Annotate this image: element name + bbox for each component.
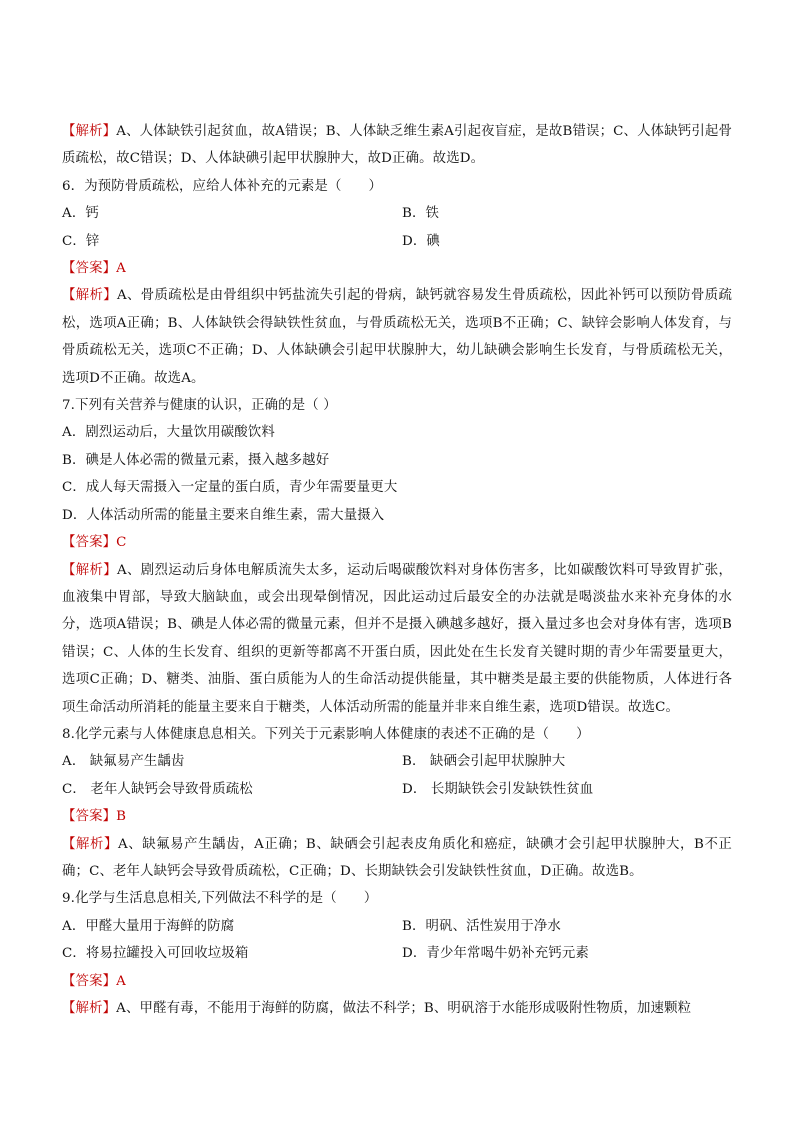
question-9-options-row-2 xyxy=(62,940,732,967)
question-7-stem: 7.下列有关营养与健康的认识，正确的是（ ） xyxy=(62,398,337,414)
option-b: B．碘是人体必需的微量元素，摄入越多越好 xyxy=(62,452,330,468)
analysis-text: A、缺氟易产生龋齿，A正确；B、缺硒会引起表皮角质化和癌症，缺碘才会引起甲状腺肿大，B不正确；C、老年人缺钙会导致骨质疏松，C正确；D、长期缺铁会引发缺铁性贫血，D正确。故选B。 xyxy=(62,836,732,879)
question-8-options-row-1 xyxy=(62,748,732,775)
question-7-analysis xyxy=(62,557,732,721)
question-6-analysis xyxy=(62,282,732,392)
analysis-tag: 【解析】 xyxy=(62,836,118,852)
question-8-analysis xyxy=(62,831,732,886)
option-c: C． 老年人缺钙会导致骨质疏松 xyxy=(62,781,253,797)
question-6-answer xyxy=(62,255,732,282)
option-a: A．剧烈运动后，大量饮用碳酸饮料 xyxy=(62,425,275,441)
question-9-stem: 9.化学与生活息息相关,下列做法不科学的是（ ） xyxy=(62,891,378,907)
answer-tag: 【答案】 xyxy=(62,535,117,551)
question-9-analysis xyxy=(62,995,732,1022)
analysis-tag: 【解析】 xyxy=(62,288,118,304)
option-c: C．成人每天需摄入一定量的蛋白质，青少年需要量更大 xyxy=(62,480,398,496)
analysis-text: A、甲醛有毒，不能用于海鲜的防腐，做法不科学；B、明矾溶于水能形成吸附性物质，加速颗粒 xyxy=(116,1001,692,1016)
question-6-stem: 6．为预防骨质疏松，应给人体补充的元素是（ ） xyxy=(62,178,383,194)
question-8-stem: 8.化学元素与人体健康息息相关。下列关于元素影响人体健康的表述不正确的是（ ） xyxy=(62,726,590,742)
analysis-text: A、骨质疏松是由骨组织中钙盐流失引起的骨病，缺钙就容易发生骨质疏松，因此补钙可以预防骨质疏松，选项A正确；B、人体缺铁会得缺铁性贫血，与骨质疏松无关，选项B不正确；C、缺锌会影响人体发育，与骨质疏松无关，选项C不正确；D、人体缺碘会引起甲状腺肿大，幼儿缺碘会影响生长发育，与骨质疏松无关，选项D不正确。故选A。 xyxy=(62,288,732,386)
question-8-answer xyxy=(62,803,732,830)
answer-tag: 【答案】 xyxy=(62,809,117,825)
option-d: D．碘 xyxy=(402,233,440,249)
option-a: A．甲醛大量用于海鲜的防腐 xyxy=(62,918,235,934)
answer-value: B xyxy=(116,809,127,825)
question-9-answer xyxy=(62,968,732,995)
document-content xyxy=(62,118,732,1022)
answer-tag: 【答案】 xyxy=(62,261,117,277)
option-a: A． 缺氟易产生龋齿 xyxy=(62,754,185,770)
analysis-text: A、剧烈运动后身体电解质流失太多，运动后喝碳酸饮料对身体伤害多，比如碳酸饮料可导致胃扩张，血液集中胃部，导致大脑缺血，或会出现晕倒情况，因此运动过后最安全的办法就是喝淡盐水来补充身体的水分，选项A错误；B、碘是人体必需的微量元素，但并不是摄入碘越多越好，摄入量过多也会对身体有害，选项B错误；C、人体的生长发育、组织的更新等都离不开蛋白质，因此处在生长发育关键时期的青少年需要量更大，选项C正确；D、糖类、油脂、蛋白质能为人的生命活动提供能量，其中糖类是最主要的供能物质，人体进行各项生命活动所消耗的能量主要来自于糖类，人体活动所需的能量并非来自维生素，选项D错误。故选C。 xyxy=(62,562,732,715)
option-d: D． 长期缺铁会引发缺铁性贫血 xyxy=(402,781,594,797)
option-a: A．钙 xyxy=(62,206,99,222)
option-b: B． 缺硒会引起甲状腺肿大 xyxy=(402,754,566,770)
option-d: D．人体活动所需的能量主要来自维生素，需大量摄入 xyxy=(62,507,385,523)
option-b: B．明矾、活性炭用于净水 xyxy=(402,918,561,934)
answer-tag: 【答案】 xyxy=(62,973,117,989)
answer-value: A xyxy=(116,261,126,277)
question-6-options-row-1 xyxy=(62,200,732,227)
option-c: C．锌 xyxy=(62,233,100,249)
answer-value: C xyxy=(116,535,127,551)
option-d: D．青少年常喝牛奶补充钙元素 xyxy=(402,946,589,962)
question-9-options-row-1 xyxy=(62,913,732,940)
option-c: C．将易拉罐投入可回收垃圾箱 xyxy=(62,946,249,962)
analysis-tag: 【解析】 xyxy=(62,1001,117,1016)
option-b: B．铁 xyxy=(402,206,440,222)
question-7-answer xyxy=(62,529,732,556)
analysis-tag: 【解析】 xyxy=(62,562,118,578)
question-8-options-row-2 xyxy=(62,776,732,803)
analysis-block-5 xyxy=(62,118,732,173)
answer-value: A xyxy=(116,973,126,989)
analysis-tag: 【解析】 xyxy=(62,124,117,139)
analysis-text: A、人体缺铁引起贫血，故A错误；B、人体缺乏维生素A引起夜盲症，是故B错误；C、人体缺钙引起骨质疏松，故C错误；D、人体缺碘引起甲状腺肿大，故D正确。故选D。 xyxy=(62,124,732,167)
question-6-options-row-2 xyxy=(62,228,732,255)
